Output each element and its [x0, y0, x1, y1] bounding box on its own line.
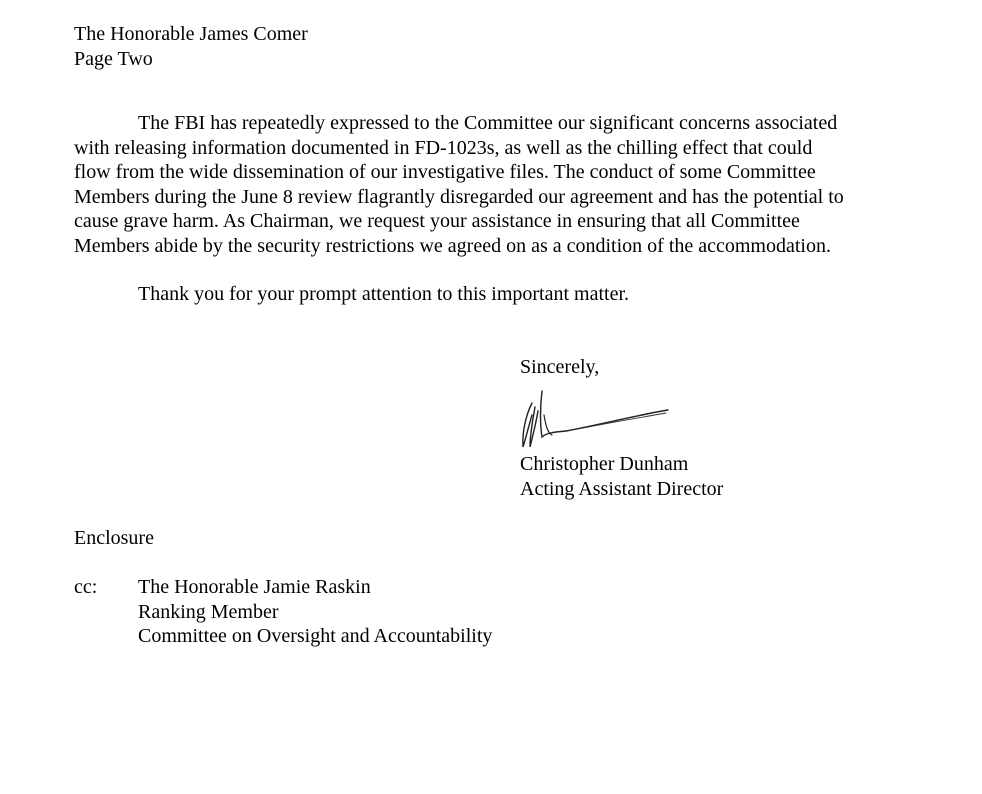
paragraph-line: cause grave harm. As Chairman, we request your assistance in ensuring that all Committee: [74, 210, 800, 232]
letter-header: [74, 22, 308, 72]
signer-title: Acting Assistant Director: [520, 477, 724, 500]
paragraph-line: The FBI has repeatedly expressed to the Committee our significant concerns associated: [138, 112, 838, 134]
paragraph-line: Members abide by the security restrictions we agreed on as a condition of the accommodation.: [74, 234, 831, 257]
signature-block: [520, 452, 723, 501]
paragraph-line: flow from the wide dissemination of our investigative files. The conduct of some Committee: [74, 161, 816, 183]
paragraph-line: Members during the June 8 review flagrantly disregarded our agreement and has the potential to: [74, 185, 844, 208]
enclosure-note: Enclosure: [74, 527, 154, 549]
cc-line: Ranking Member: [138, 600, 279, 623]
cc-recipient: [138, 575, 492, 649]
body-paragraph-2: Thank you for your prompt attention to this important matter.: [138, 283, 630, 305]
cc-line: Committee on Oversight and Accountability: [138, 625, 493, 647]
body-paragraph-1: [74, 111, 914, 258]
page-label: Page Two: [74, 48, 153, 70]
valediction: Sincerely,: [520, 356, 600, 378]
cc-line: The Honorable Jamie Raskin: [138, 576, 371, 598]
addressee: The Honorable James Comer: [74, 23, 308, 45]
handwritten-signature: [518, 385, 678, 455]
signer-name: Christopher Dunham: [520, 453, 689, 475]
cc-label: cc:: [74, 576, 98, 598]
paragraph-line: with releasing information documented in FD-1023s, as well as the chilling effect that could: [74, 136, 813, 159]
